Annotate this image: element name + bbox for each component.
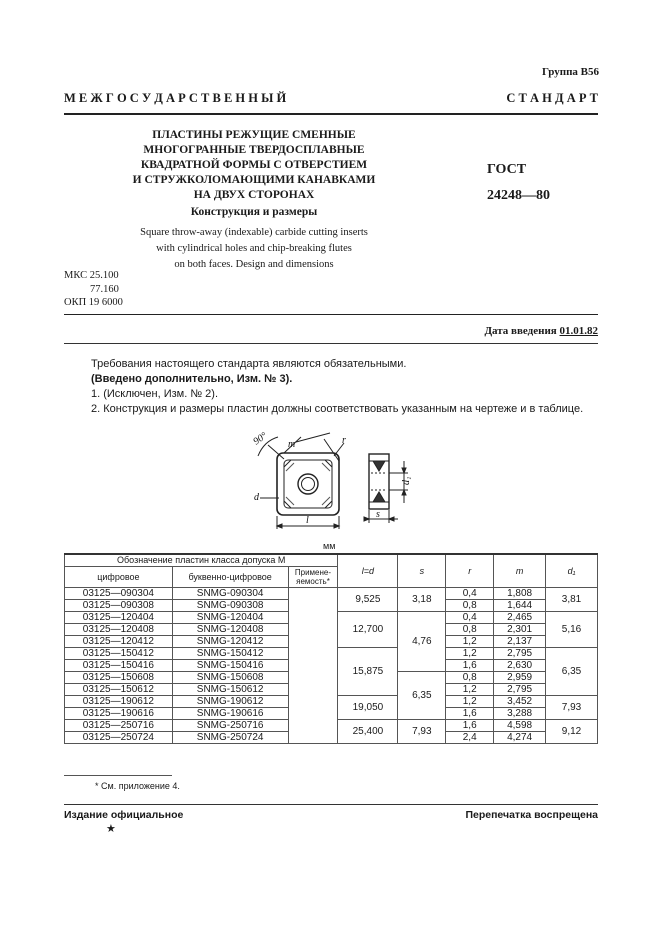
cell-alnum: SNMG-190616 [172,708,288,720]
title-line: ПЛАСТИНЫ РЕЖУЩИЕ СМЕННЫЕ [152,129,356,141]
table-row [65,588,598,600]
title-line: МНОГОГРАННЫЕ ТВЕРДОСПЛАВНЫЕ [143,144,365,156]
cell-alnum: SNMG-090304 [172,588,288,600]
title-en-line: with cylindrical holes and chip-breaking flutes [156,243,352,254]
table-units: мм [323,541,336,551]
cell-s: 7,93 [398,720,446,744]
cell-s: 6,35 [398,672,446,720]
cell-digital: 03125—120412 [65,636,173,648]
cell-alnum: SNMG-090308 [172,600,288,612]
label-l: l [306,515,309,526]
cell-r: 1,6 [446,720,494,732]
cell-alnum: SNMG-150412 [172,648,288,660]
cell-ld: 25,400 [338,720,398,744]
label-s: s [376,509,380,520]
top-rule [64,113,598,115]
subtitle-russian: Конструкция и размеры [190,206,318,218]
reprint-prohibited: Перепечатка воспрещена [465,809,598,821]
label-d1: d₁ [401,476,412,485]
title-en-line: Square throw-away (indexable) carbide cutting inserts [140,227,368,238]
title-en-line: on both faces. Design and dimensions [174,259,334,270]
paragraph-item-2: 2. Конструкция и размеры пластин должны соответствовать указанным на чертеже и в таблице. [91,403,584,415]
cell-m: 2,795 [494,684,546,696]
title-line: НА ДВУХ СТОРОНАХ [193,189,315,201]
edition-official: Издание официальное [64,809,184,821]
standard-banner [64,91,598,106]
cell-m: 1,644 [494,600,546,612]
cell-m: 2,301 [494,624,546,636]
cell-m: 3,452 [494,696,546,708]
center-hole-inner [302,478,315,491]
cell-digital: 03125—090308 [65,600,173,612]
cell-d1: 5,16 [546,612,598,648]
section-rule [64,314,598,315]
cell-r: 0,4 [446,612,494,624]
cell-digital: 03125—150608 [65,672,173,684]
section-rule-2 [64,343,598,344]
cell-d1: 7,93 [546,696,598,720]
cell-m: 4,598 [494,720,546,732]
cell-alnum: SNMG-250724 [172,732,288,744]
cell-ld: 19,050 [338,696,398,720]
cell-r: 1,2 [446,648,494,660]
insert-outline [277,453,339,515]
cell-alnum: SNMG-120408 [172,624,288,636]
title-line: КВАДРАТНОЙ ФОРМЫ С ОТВЕРСТИЕМ [140,159,368,171]
cell-m: 2,137 [494,636,546,648]
cell-m: 3,288 [494,708,546,720]
cell-ld: 15,875 [338,648,398,696]
cell-digital: 03125—120404 [65,612,173,624]
cell-r: 1,2 [446,684,494,696]
cell-s: 4,76 [398,612,446,672]
cell-ld: 9,525 [338,588,398,612]
cell-digital: 03125—150412 [65,648,173,660]
cell-ld: 12,700 [338,612,398,648]
classification-codes [64,269,123,310]
cell-alnum: SNMG-150416 [172,660,288,672]
cell-alnum: SNMG-150608 [172,672,288,684]
paragraph-item-1: 1. (Исключен, Изм. № 2). [91,388,219,400]
header-s: s [398,554,446,588]
cell-digital: 03125—150416 [65,660,173,672]
paragraph-mandatory: Требования настоящего стандарта являются обязательными. [91,358,407,370]
cell-m: 2,465 [494,612,546,624]
cell-digital: 03125—190612 [65,696,173,708]
label-r: r [342,435,346,446]
group-header: Обозначение пластин класса допуска М [65,554,338,567]
group-code: Группа В56 [541,66,599,78]
cell-d1: 3,81 [546,588,598,612]
gost-number: 24248—80 [487,188,550,203]
insert-drawing [238,423,428,538]
cell-alnum: SNMG-120404 [172,612,288,624]
banner-word-interstate: М Е Ж Г О С У Д А Р С Т В Е Н Н Ы Й [64,91,287,105]
label-m: m [288,439,296,450]
cell-digital: 03125—090304 [65,588,173,600]
cell-r: 2,4 [446,732,494,744]
paragraph-amendment: (Введено дополнительно, Изм. № 3). [91,373,293,385]
cell-s: 3,18 [398,588,446,612]
header-d1: d₁ [546,554,598,588]
code-mks: МКС 25.100 [64,270,119,281]
title-russian [90,128,418,203]
gost-label: ГОСТ [487,162,527,177]
header-alnum: буквенно-цифровое [172,567,288,588]
cell-digital: 03125—250716 [65,720,173,732]
cell-m: 4,274 [494,732,546,744]
cell-digital: 03125—120408 [65,624,173,636]
label-angle: 90° [251,430,270,448]
cell-d1: 6,35 [546,648,598,696]
dimensions-table [64,553,598,744]
star-icon: ★ [106,823,116,835]
cell-r: 0,8 [446,600,494,612]
intro-date-value: 01.01.82 [559,325,598,337]
cell-r: 1,6 [446,660,494,672]
cell-alnum: SNMG-120412 [172,636,288,648]
banner-word-standard: С Т А Н Д А Р Т [506,91,598,105]
title-line: И СТРУЖКОЛОМАЮЩИМИ КАНАВКАМИ [132,174,376,186]
cell-alnum: SNMG-250716 [172,720,288,732]
code-okp: ОКП 19 6000 [64,297,123,308]
cell-m: 1,808 [494,588,546,600]
label-d: d [254,492,259,503]
cell-d1: 9,12 [546,720,598,744]
cell-r: 1,2 [446,636,494,648]
header-r: r [446,554,494,588]
header-ld: l=d [338,554,398,588]
cell-m: 2,959 [494,672,546,684]
chipbreaker-outline [284,460,332,508]
cell-r: 1,2 [446,696,494,708]
header-m: m [494,554,546,588]
cell-r: 0,8 [446,624,494,636]
header-digital: цифровое [65,567,173,588]
footer-rule [64,804,598,805]
footnote-rule [64,775,172,776]
cell-digital: 03125—250724 [65,732,173,744]
cell-alnum: SNMG-150612 [172,684,288,696]
cell-alnum: SNMG-190612 [172,696,288,708]
footnote: * См. приложение 4. [95,781,180,791]
intro-label: Дата введения [484,325,560,337]
cell-r: 0,8 [446,672,494,684]
cell-r: 1,6 [446,708,494,720]
cell-m: 2,630 [494,660,546,672]
title-english [90,225,418,273]
cell-applicability [288,588,338,744]
header-applicability: Примене- яемость* [288,567,338,588]
cell-digital: 03125—190616 [65,708,173,720]
cell-r: 0,4 [446,588,494,600]
cell-digital: 03125—150612 [65,684,173,696]
code-mks-2: 77.160 [90,283,119,295]
cell-m: 2,795 [494,648,546,660]
introduction-date [484,325,598,337]
body-text [91,357,601,417]
